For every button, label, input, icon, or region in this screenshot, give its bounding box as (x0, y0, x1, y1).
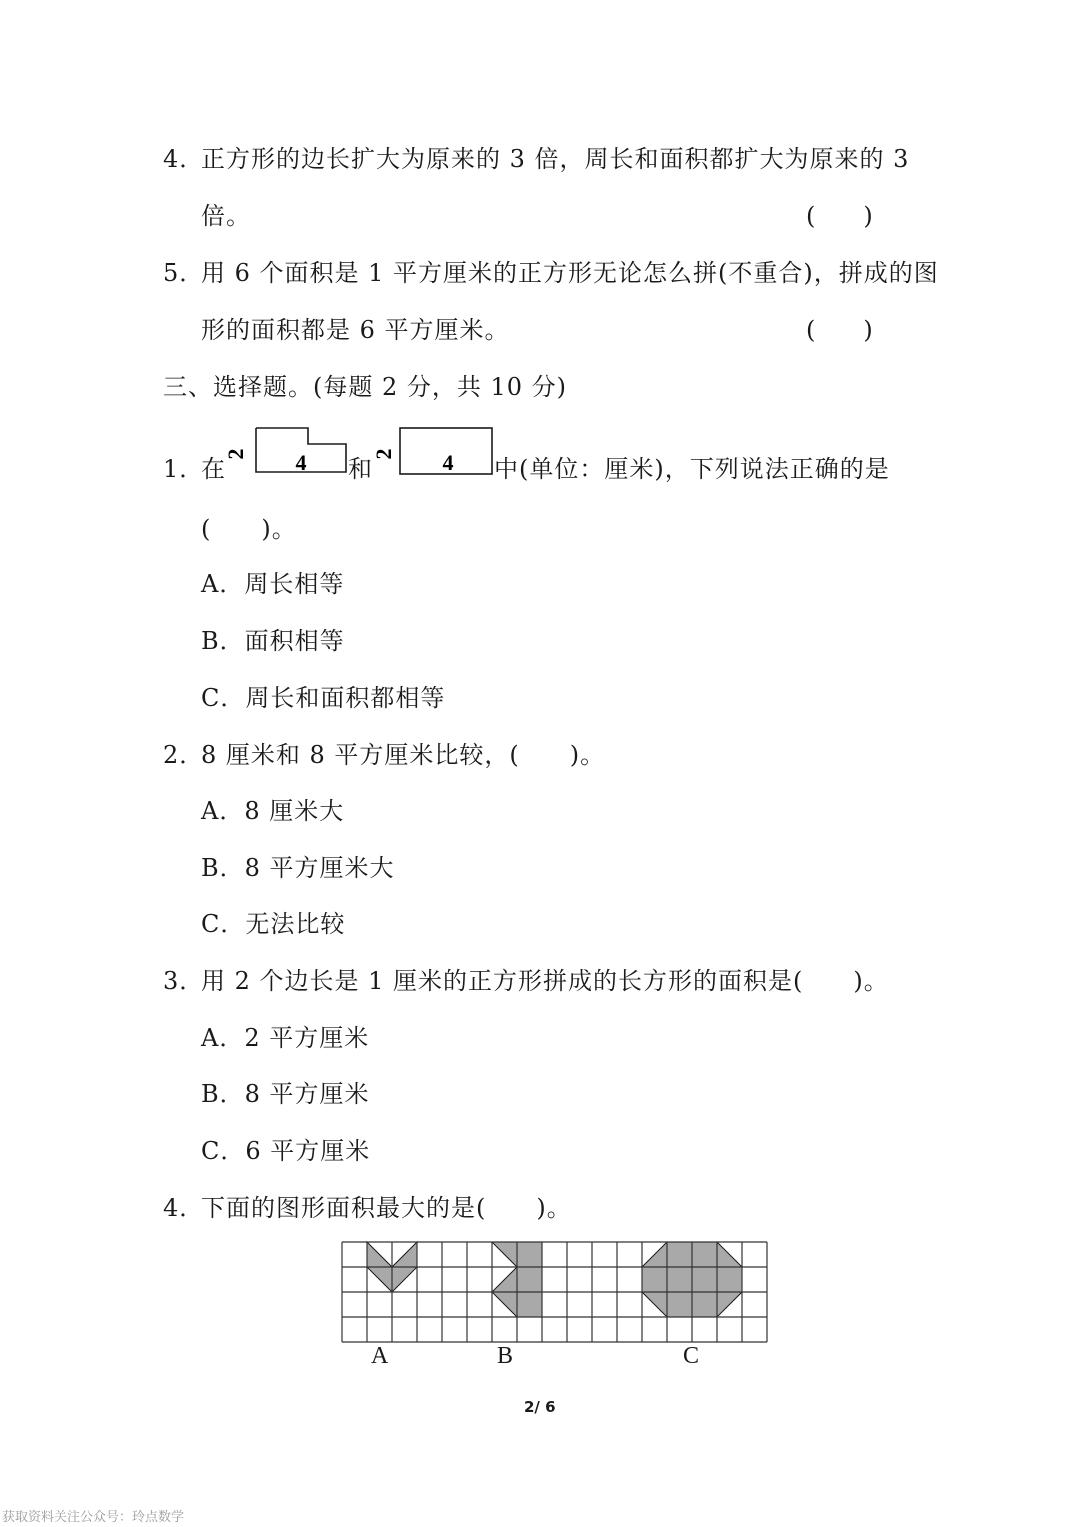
choice-q3-option-c[interactable]: C．6 平方厘米 (201, 1137, 371, 1165)
judge-q5-line1 (163, 256, 939, 290)
choice-q4-line (163, 1191, 572, 1225)
choice-q1-option-c[interactable]: C．周长和面积都相等 (201, 684, 446, 712)
choice-q2-option-c[interactable]: C．无法比较 (201, 910, 346, 938)
watermark: 获取资料关注公众号：玲点数学 (2, 1510, 185, 1525)
choice-q3-line (163, 964, 889, 998)
choice-q1-answer-blank[interactable]: ( )。 (201, 515, 297, 543)
question-text: 正方形的边长扩大为原来的 3 倍，周长和面积都扩大为原来的 3 (201, 145, 910, 173)
question-number: 2． (163, 741, 205, 769)
page-number: 2/ 6 (524, 1398, 556, 1416)
choice-q3-option-b[interactable]: B．8 平方厘米 (201, 1080, 370, 1108)
grid-label-c: C (683, 1343, 700, 1369)
judge-q5-line2: 形的面积都是 6 平方厘米。 (201, 316, 510, 344)
choice-q2-option-a[interactable]: A．8 厘米大 (201, 797, 345, 825)
section-title: 三、选择题。(每题 2 分，共 10 分) (163, 373, 568, 401)
fig1-width-label: 4 (295, 450, 307, 475)
choice-q2-option-b[interactable]: B．8 平方厘米大 (201, 854, 395, 882)
figure-rectangle (372, 424, 496, 478)
choice-q1-num: 1． (163, 455, 205, 483)
question-text: 用 6 个面积是 1 平方厘米的正方形无论怎么拼(不重合)，拼成的图 (201, 259, 939, 287)
choice-q1-pre: 在 (201, 455, 226, 483)
question-text: 下面的图形面积最大的是( )。 (201, 1194, 572, 1222)
judge-q4-line2: 倍。 (201, 202, 251, 230)
grid-label-a: A (371, 1343, 389, 1369)
judge-q5-answer-blank[interactable]: ( ) (806, 316, 873, 344)
question-number: 5． (163, 259, 205, 287)
question-number: 4． (163, 145, 205, 173)
choice-q1-option-a[interactable]: A．周长相等 (201, 570, 345, 598)
choice-q1-mid: 和 (348, 455, 373, 483)
grid-label-b: B (497, 1343, 514, 1369)
fig1-height-label: 2 (223, 448, 249, 460)
choice-q1-post: 中(单位：厘米)，下列说法正确的是 (494, 455, 890, 483)
shape-grid (340, 1240, 770, 1346)
fig2-height-label: 2 (371, 448, 397, 460)
question-text: 8 厘米和 8 平方厘米比较，( )。 (201, 741, 606, 769)
choice-q3-option-a[interactable]: A．2 平方厘米 (201, 1024, 370, 1052)
question-number: 3． (163, 967, 205, 995)
choice-q1-option-b[interactable]: B．面积相等 (201, 627, 345, 655)
choice-q2-line (163, 738, 605, 772)
question-text: 用 2 个边长是 1 厘米的正方形拼成的长方形的面积是( )。 (201, 967, 889, 995)
figure-l-shape (223, 424, 348, 476)
judge-q4-answer-blank[interactable]: ( ) (806, 202, 873, 230)
question-number: 4． (163, 1194, 205, 1222)
fig2-width-label: 4 (442, 450, 454, 475)
judge-q4-line1 (163, 142, 909, 176)
